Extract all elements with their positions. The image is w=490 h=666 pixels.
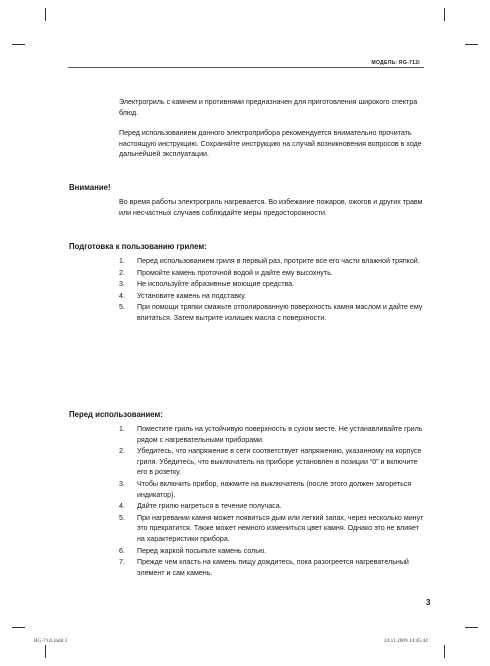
item-text: Перед использованием гриля в первый раз, протрите все его части влажной тряпкой. [137, 257, 420, 265]
item-text: Перед жаркой посыпьте камень солью. [137, 546, 267, 555]
item-text: Убедитесь, что напряжение в сети соответствует напряжению, указанному на корпусе гриля. Убедитесь, что выключатель на приборе установлен в позиции “0” и включите его в розетку. [137, 447, 422, 477]
item-number: 2. [119, 447, 125, 456]
item-text: Установите камень на подставку. [137, 291, 247, 300]
list-item [119, 256, 425, 267]
list-item [119, 501, 425, 512]
list-item [119, 546, 425, 557]
before-use-list [119, 424, 425, 579]
print-slug-date: 24.11.2009 14:45:44 [384, 638, 428, 644]
print-slug-file: RG-712i.indd 3 [34, 638, 68, 644]
list-item [119, 291, 425, 302]
crop-mark [45, 8, 46, 21]
item-text: При помощи тряпки смажьте отполированную поверхность камня маслом и дайте ему впитаться. Затем вытрите излишек масла с поверхности. [137, 303, 423, 322]
header-rule [68, 67, 424, 68]
crop-mark [465, 44, 478, 45]
list-item [119, 479, 425, 500]
crop-mark [12, 627, 25, 628]
before-use-heading: Перед использованием: [69, 410, 163, 419]
intro-paragraph-2: Перед использованием данного электроприбора рекомендуется внимательно прочитать настоящую инструкцию. Сохраняйте инструкцию на случай возникновения вопросов в ходе дальнейшей эксплуатации. [119, 129, 422, 159]
list-item [119, 513, 425, 545]
intro-paragraph-1: Электрогриль с камнем и противнями предназначен для приготовления широкого спектра блюд. [119, 98, 418, 117]
list-item [119, 424, 425, 445]
warning-heading: Внимание! [69, 183, 111, 192]
prep-list [119, 256, 425, 325]
item-number: 1. [119, 425, 125, 433]
list-item [119, 446, 425, 478]
item-number: 3. [119, 479, 125, 488]
item-number: 5. [119, 303, 125, 312]
list-item [119, 302, 425, 323]
crop-mark [465, 627, 478, 628]
list-item [119, 279, 425, 290]
list-item [119, 557, 425, 578]
item-text: Чтобы включить прибор, нажмите на выключатель (после этого должен загореться индикатор). [137, 479, 412, 499]
item-text: Промойте камень проточной водой и дайте ему высохнуть. [137, 268, 333, 277]
list-item [119, 268, 425, 279]
item-number: 5. [119, 513, 125, 522]
item-text: Прежде чем класть на камень пищу дождитесь, пока разогреется нагревательный элемент и сам камень. [137, 558, 409, 577]
item-text: При нагревании камня может появиться дым или легкий запах, через несколько минут это прекратится. Также может немного измениться цвет камня. Однако это не влияет на характеристики прибора. [137, 513, 424, 543]
item-number: 1. [119, 257, 125, 265]
warning-text: Во время работы электрогриль нагревается. Во избежание пожаров, ожогов и других травм или несчастных случаев соблюдайте меры предосторожности. [119, 198, 423, 217]
item-text: Дайте грилю нагреться в течение получаса. [137, 502, 282, 511]
item-number: 4. [119, 502, 125, 511]
crop-mark [444, 8, 445, 21]
item-number: 4. [119, 291, 125, 300]
item-text: Поместите гриль на устойчивую поверхность в сухом месте. Не устанавливайте гриль рядом с нагревательными приборами. [137, 425, 423, 444]
prep-heading: Подготовка к пользованию грилем: [69, 242, 207, 251]
crop-mark [12, 44, 25, 45]
item-text: Не используйте абразивные моющие средства. [137, 280, 295, 289]
item-number: 3. [119, 280, 125, 289]
page-number: 3 [426, 598, 431, 607]
crop-mark [444, 645, 445, 658]
crop-mark [45, 645, 46, 658]
item-number: 7. [119, 558, 125, 567]
item-number: 2. [119, 268, 125, 277]
item-number: 6. [119, 546, 125, 555]
model-label: МОДЕЛЬ: RG-712i [371, 60, 420, 66]
